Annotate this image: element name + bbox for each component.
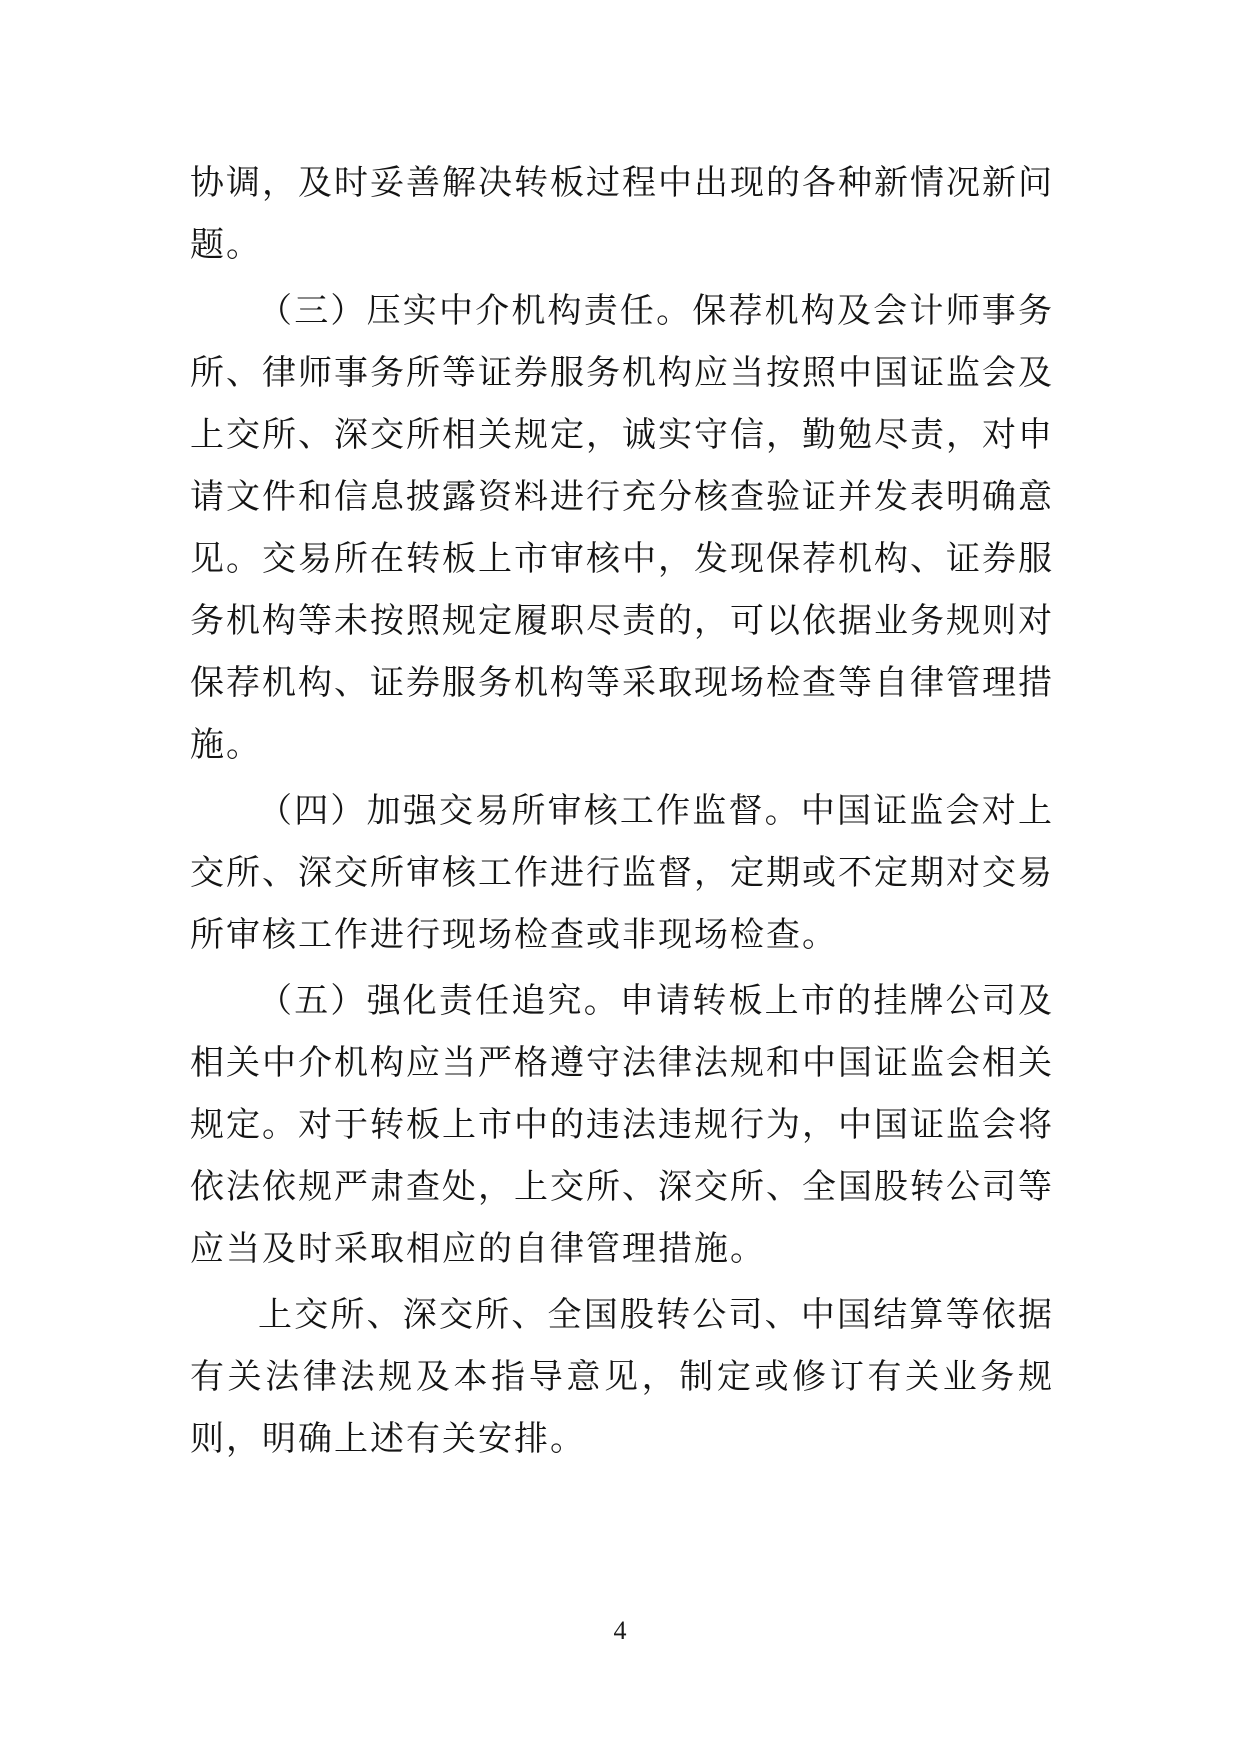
paragraph-accountability: （五）强化责任追究。申请转板上市的挂牌公司及相关中介机构应当严格遵守法律法规和中国证监会相关规定。对于转板上市中的违法违规行为，中国证监会将依法依规严肃查处，上交所、深交所、全国股转公司等应当及时采取相应的自律管理措施。 [190, 981, 1054, 1269]
paragraph-continuation: 协调，及时妥善解决转板过程中出现的各种新情况新问题。 [190, 163, 1054, 265]
paragraph-intermediary-responsibility: （三）压实中介机构责任。保荐机构及会计师事务所、律师事务所等证券服务机构应当按照中国证监会及上交所、深交所相关规定，诚实守信，勤勉尽责，对申请文件和信息披露资料进行充分核查验证并发表明确意见。交易所在转板上市审核中，发现保荐机构、证券服务机构等未按照规定履职尽责的，可以依据业务规则对保荐机构、证券服务机构等采取现场检查等自律管理措施。 [190, 291, 1054, 765]
page-number: 4 [613, 1616, 627, 1645]
paragraph-exchange-supervision: （四）加强交易所审核工作监督。中国证监会对上交所、深交所审核工作进行监督，定期或不定期对交易所审核工作进行现场检查或非现场检查。 [190, 791, 1054, 955]
document-body [190, 152, 1054, 1470]
paragraph-implementation-rules: 上交所、深交所、全国股转公司、中国结算等依据有关法律法规及本指导意见，制定或修订有关业务规则，明确上述有关安排。 [190, 1295, 1054, 1459]
